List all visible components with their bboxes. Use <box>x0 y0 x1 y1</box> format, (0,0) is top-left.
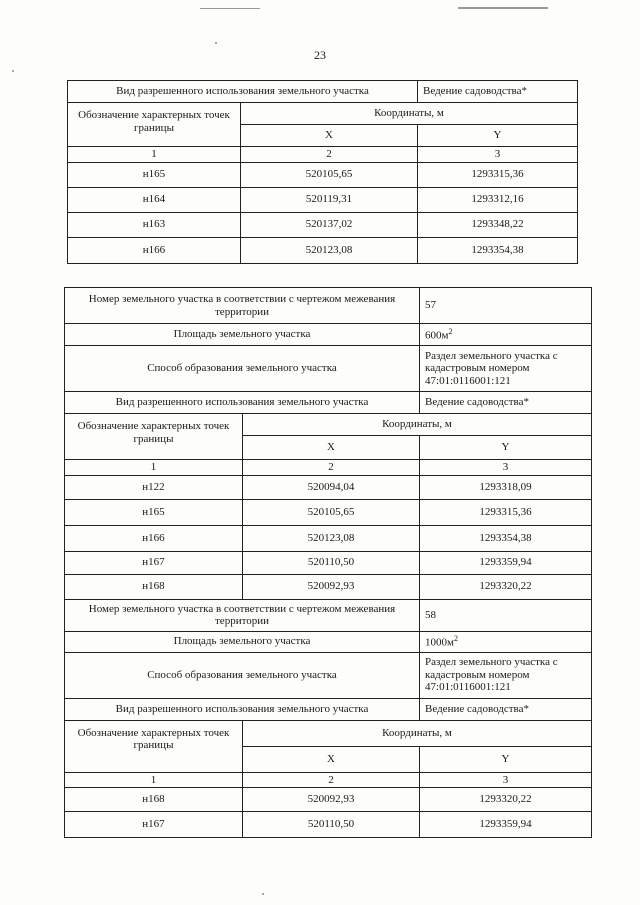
area-label: Площадь земельного участка <box>65 631 420 652</box>
formation-method-label: Способ образования земельного участка <box>65 346 420 392</box>
plots-table <box>64 287 592 838</box>
page-number: 23 <box>314 48 326 62</box>
x-header: X <box>241 125 418 147</box>
point-cell: н168 <box>65 788 243 812</box>
table-row <box>68 237 578 263</box>
x-cell: 520137,02 <box>241 212 418 237</box>
x-cell: 520110,50 <box>243 551 420 574</box>
plot-number-value: 58 <box>420 599 592 631</box>
y-cell: 1293315,36 <box>420 499 592 525</box>
table-row <box>65 475 592 499</box>
point-cell: н122 <box>65 475 243 499</box>
plot-58-number-row <box>65 599 592 631</box>
table-row <box>65 525 592 551</box>
y-cell: 1293354,38 <box>418 237 578 263</box>
point-cell: н167 <box>65 551 243 574</box>
column-number: 1 <box>65 772 243 788</box>
point-cell: н168 <box>65 574 243 599</box>
x-cell: 520123,08 <box>241 237 418 263</box>
column-number: 3 <box>420 772 592 788</box>
table-row <box>65 499 592 525</box>
y-cell: 1293318,09 <box>420 475 592 499</box>
y-cell: 1293354,38 <box>420 525 592 551</box>
x-cell: 520092,93 <box>243 788 420 812</box>
table-row <box>65 574 592 599</box>
y-cell: 1293320,22 <box>420 574 592 599</box>
column-number: 2 <box>241 147 418 163</box>
point-cell: н166 <box>68 237 241 263</box>
area-value: $1000м^2$ <box>420 631 592 652</box>
plot-57-number-row <box>65 288 592 324</box>
point-cell: н165 <box>68 162 241 187</box>
column-number: 2 <box>243 772 420 788</box>
table-row <box>68 187 578 212</box>
permitted-use-label: Вид разрешенного использования земельного участка <box>65 392 420 414</box>
table-row <box>68 212 578 237</box>
column-number: 3 <box>418 147 578 163</box>
y-cell: 1293312,16 <box>418 187 578 212</box>
x-header: X <box>243 746 420 772</box>
y-cell: 1293320,22 <box>420 788 592 812</box>
point-designation-header: Обозначение характерных точек границы <box>65 414 243 460</box>
plot-number-label: Номер земельного участка в соответствии с чертежом межевания территории <box>65 288 420 324</box>
x-cell: 520105,65 <box>241 162 418 187</box>
point-designation-header: Обозначение характерных точек границы <box>68 103 241 147</box>
coordinates-table-continued <box>67 80 578 264</box>
permitted-use-label: Вид разрешенного использования земельного участка <box>65 698 420 720</box>
area-label: Площадь земельного участка <box>65 324 420 346</box>
point-cell: н163 <box>68 212 241 237</box>
point-cell: н167 <box>65 812 243 838</box>
permitted-use-label: Вид разрешенного использования земельного участка <box>68 81 418 103</box>
point-designation-header: Обозначение характерных точек границы <box>65 720 243 772</box>
table-row <box>65 551 592 574</box>
formation-method-label: Способ образования земельного участка <box>65 652 420 698</box>
permitted-use-value: Ведение садоводства* <box>418 81 578 103</box>
y-cell: 1293315,36 <box>418 162 578 187</box>
column-number: 2 <box>243 460 420 476</box>
x-cell: 520094,04 <box>243 475 420 499</box>
table-row <box>65 812 592 838</box>
x-cell: 520105,65 <box>243 499 420 525</box>
scan-artifact <box>458 7 548 9</box>
table-row <box>68 162 578 187</box>
column-number: 1 <box>65 460 243 476</box>
column-number: 1 <box>68 147 241 163</box>
y-header: Y <box>420 436 592 460</box>
point-cell: н166 <box>65 525 243 551</box>
y-cell: 1293359,94 <box>420 551 592 574</box>
x-cell: 520119,31 <box>241 187 418 212</box>
coordinates-header: Координаты, м <box>241 103 578 125</box>
y-cell: 1293359,94 <box>420 812 592 838</box>
x-cell: 520110,50 <box>243 812 420 838</box>
permitted-use-value: Ведение садоводства* <box>420 392 592 414</box>
point-cell: н165 <box>65 499 243 525</box>
y-header: Y <box>418 125 578 147</box>
scan-artifact <box>200 8 260 9</box>
column-number: 3 <box>420 460 592 476</box>
y-header: Y <box>420 746 592 772</box>
formation-method-value: Раздел земельного участка с кадастровым номером 47:01:0116001:121 <box>420 652 592 698</box>
plot-number-label: Номер земельного участка в соответствии с чертежом межевания территории <box>65 599 420 631</box>
scan-artifact <box>12 70 14 72</box>
scan-artifact <box>262 893 264 895</box>
formation-method-value: Раздел земельного участка с кадастровым номером 47:01:0116001:121 <box>420 346 592 392</box>
plot-number-value: 57 <box>420 288 592 324</box>
point-cell: н164 <box>68 187 241 212</box>
coordinates-header: Координаты, м <box>243 720 592 746</box>
area-value: $600м^2$ <box>420 324 592 346</box>
y-cell: 1293348,22 <box>418 212 578 237</box>
permitted-use-value: Ведение садоводства* <box>420 698 592 720</box>
scan-artifact <box>215 42 217 44</box>
x-cell: 520123,08 <box>243 525 420 551</box>
table-row <box>65 788 592 812</box>
x-cell: 520092,93 <box>243 574 420 599</box>
coordinates-header: Координаты, м <box>243 414 592 436</box>
x-header: X <box>243 436 420 460</box>
